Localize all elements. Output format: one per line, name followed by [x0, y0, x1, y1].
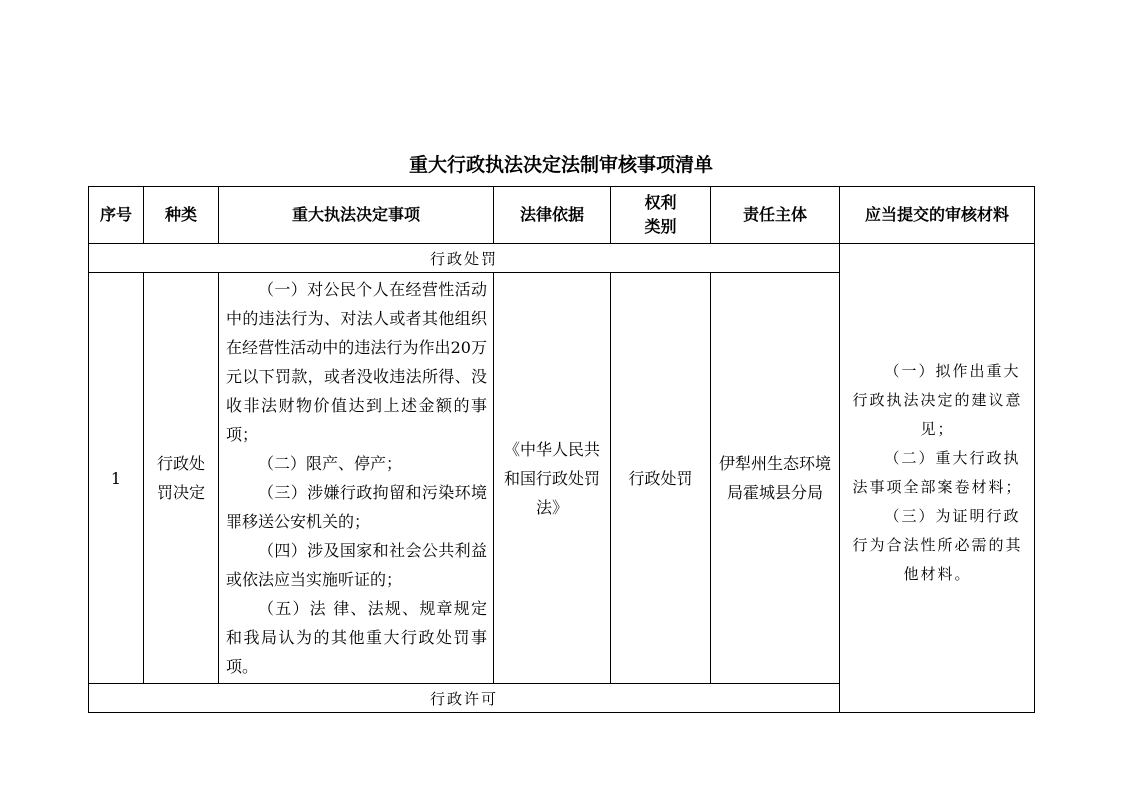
- row-type-text: 行政处罚决定: [156, 454, 205, 502]
- header-row: [89, 187, 1035, 244]
- header-rights-category: [611, 187, 711, 244]
- review-items-table: [88, 186, 1035, 713]
- row-matters: [219, 273, 494, 684]
- materials-cell: [840, 244, 1035, 713]
- header-materials: 应当提交的审核材料: [840, 187, 1035, 244]
- matter-item: （五）法 律、法规、规章规定和我局认为的其他重大行政处罚事项。: [226, 599, 487, 676]
- matter-item: （一）对公民个人在经营性活动中的违法行为、对法人或者其他组织在经营性活动中的违法行为作出20万元以下罚款，或者没收违法所得、没收非法财物价值达到上述金额的事项；: [226, 280, 487, 444]
- row-basis-text: 《中华人民共和国行政处罚法》: [504, 439, 601, 517]
- material-item: （一）拟作出重大行政执法决定的建议意见；: [852, 362, 1023, 438]
- header-seq: 序号: [89, 187, 144, 244]
- header-rights-line2: 类别: [644, 217, 677, 236]
- material-item: （二）重大行政执法事项全部案卷材料；: [852, 449, 1023, 496]
- header-type: 种类: [144, 187, 219, 244]
- page-title: 重大行政执法决定法制审核事项清单: [408, 154, 713, 176]
- material-item: （三）为证明行政行为合法性所必需的其他材料。: [852, 507, 1023, 583]
- row-rights-category: 行政处罚: [611, 273, 711, 684]
- section-label-penalty: 行政处罚: [89, 244, 840, 273]
- header-subject: 责任主体: [711, 187, 840, 244]
- header-rights-line1: 权利: [644, 193, 677, 212]
- header-matters: 重大执法决定事项: [219, 187, 494, 244]
- row-basis: [494, 273, 611, 684]
- row-type: [144, 273, 219, 684]
- row-subject: [711, 273, 840, 684]
- matter-item: （二）限产、停产；: [258, 454, 403, 473]
- row-subject-text: 伊犁州生态环境局霍城县分局: [719, 454, 832, 502]
- row-seq: 1: [89, 273, 144, 684]
- matter-item: （三）涉嫌行政拘留和污染环境罪移送公安机关的；: [226, 483, 487, 531]
- section-label-license: 行政许可: [89, 684, 840, 713]
- section-row-penalty: [89, 244, 1035, 273]
- header-basis: 法律依据: [494, 187, 611, 244]
- matter-item: （四）涉及国家和社会公共利益或依法应当实施听证的；: [226, 541, 487, 589]
